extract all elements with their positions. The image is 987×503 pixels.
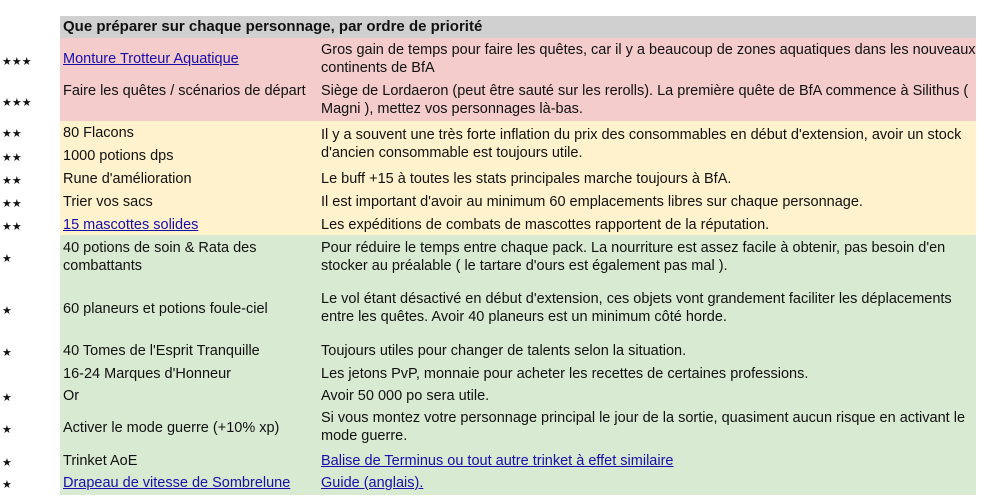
priority-stars: ★★★ xyxy=(2,97,32,109)
priority-stars: ★ xyxy=(2,479,12,491)
item-description: Les expéditions de combats de mascottes rapportent de la réputation. xyxy=(321,217,770,233)
priority-stars: ★★ xyxy=(2,152,22,164)
priority-stars: ★ xyxy=(2,457,12,469)
item-name: Trinket AoE xyxy=(63,453,138,469)
item-description: Si vous montez votre personnage principal le jour de la sortie, quasiment aucun risque en activant le mode guerre. xyxy=(321,410,966,444)
item-link-mascottes[interactable]: 15 mascottes solides xyxy=(63,217,199,233)
item-name: Trier vos sacs xyxy=(63,194,153,210)
priority-stars: ★ xyxy=(2,392,12,404)
item-name: Or xyxy=(63,388,80,404)
item-description: Toujours utiles pour changer de talents selon la situation. xyxy=(321,343,687,359)
table-header: Que préparer sur chaque personnage, par ordre de priorité xyxy=(60,16,976,38)
priority-stars: ★ xyxy=(2,305,12,317)
item-description: Il est important d'avoir au minimum 60 emplacements libres sur chaque personnage. xyxy=(321,194,863,210)
item-name: Rune d'amélioration xyxy=(63,171,192,187)
item-name: 40 potions de soin & Rata des combattants xyxy=(63,240,257,274)
item-name: 1000 potions dps xyxy=(63,148,174,164)
priority-stars: ★ xyxy=(2,253,12,265)
item-description: Avoir 50 000 po sera utile. xyxy=(321,388,490,404)
item-name: 60 planeurs et potions foule-ciel xyxy=(63,301,268,317)
item-link-drapeau[interactable]: Drapeau de vitesse de Sombrelune xyxy=(63,475,291,491)
item-name: 80 Flacons xyxy=(63,125,134,141)
item-description: Pour réduire le temps entre chaque pack. La nourriture est assez facile à obtenir, pas besoin d'en stocker au préalable ( le tartare d'ours est également pas mal ). xyxy=(321,240,946,274)
item-link-trotteur[interactable]: Monture Trotteur Aquatique xyxy=(63,51,239,67)
priority-stars: ★★ xyxy=(2,175,22,187)
item-description: Les jetons PvP, monnaie pour acheter les recettes de certaines professions. xyxy=(321,366,809,382)
desc-link-balise[interactable]: Balise de Terminus ou tout autre trinket à effet similaire xyxy=(321,453,674,469)
item-name: Faire les quêtes / scénarios de départ xyxy=(63,83,306,99)
item-description: Il y a souvent une très forte inflation du prix des consommables en début d'extension, avoir un stock d'ancien consommable est toujours utile. xyxy=(321,127,962,161)
item-description: Le vol étant désactivé en début d'extension, ces objets vont grandement faciliter les déplacements entre les quêtes. Avoir 40 planeurs est un minimum côté horde. xyxy=(321,291,952,325)
priority-stars: ★ xyxy=(2,347,12,359)
item-description: Gros gain de temps pour faire les quêtes, car il y a beaucoup de zones aquatiques dans les nouveaux continents de BfA xyxy=(321,42,976,76)
item-description: Siège de Lordaeron (peut être sauté sur les rerolls). La première quête de BfA commence à Silithus ( Magni ), mettez vos personnages là-bas. xyxy=(321,83,969,117)
item-name: Activer le mode guerre (+10% xp) xyxy=(63,420,280,436)
item-name: 16-24 Marques d'Honneur xyxy=(63,366,232,382)
item-description: Le buff +15 à toutes les stats principales marche toujours à BfA. xyxy=(321,171,732,187)
priority-stars: ★★ xyxy=(2,198,22,210)
priority-stars: ★★ xyxy=(2,128,22,140)
desc-link-guide[interactable]: Guide (anglais). xyxy=(321,475,424,491)
priority-stars: ★★ xyxy=(2,221,22,233)
item-name: 40 Tomes de l'Esprit Tranquille xyxy=(63,343,260,359)
priority-stars: ★★★ xyxy=(2,56,32,68)
priority-stars: ★ xyxy=(2,424,12,436)
